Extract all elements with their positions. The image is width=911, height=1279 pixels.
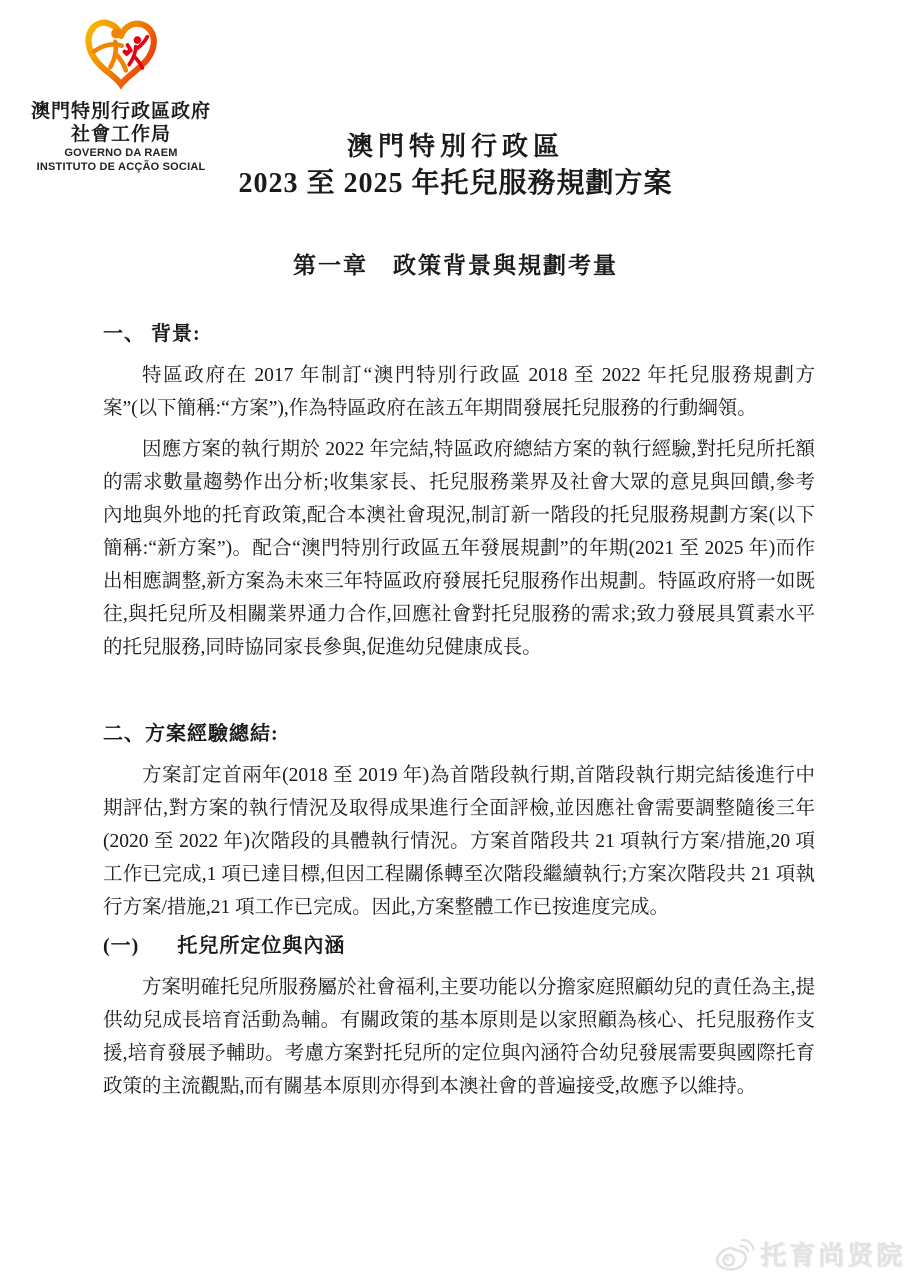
- document-body: [103, 318, 815, 1109]
- subsection-1-title: 托兒所定位與內涵: [177, 935, 346, 957]
- document-title-line2: 2023 至 2025 年托兒服務規劃方案: [238, 168, 673, 199]
- section-1-paragraph-1: 特區政府在 2017 年制訂“澳門特別行政區 2018 至 2022 年托兒服務規劃方案”(以下簡稱:“方案”),作為特區政府在該五年期間發展托兒服務的行動綱領。: [103, 365, 815, 419]
- org-name-zh-line1: 澳門特別行政區政府: [30, 101, 211, 122]
- section-2-paragraph-1: 方案訂定首兩年(2018 至 2019 年)為首階段執行期,首階段執行期完結後進行中期評估,對方案的執行情況及取得成果進行全面評檢,並因應社會需要調整隨後三年(2020 至 2022 年)次階段的具體執行情況。方案首階段共 21 項執行方案/措施,20 項工作已完成,1 項已達目標,但因工程關係轉至次階段繼續執行;方案次階段共 21 項執行方案/措施,21 項工作已完成。因此,方案整體工作已按進度完成。: [103, 765, 815, 918]
- watermark: [713, 1235, 905, 1272]
- subsection-1-number: (一): [103, 935, 140, 957]
- subsection-1-paragraph-1: 方案明確托兒所服務屬於社會福利,主要功能以分擔家庭照顧幼兒的責任為主,提供幼兒成長培育活動為輔。有關政策的基本原則是以家照顧為核心、托兒服務作支援,培育發展予輔助。考慮方案對托兒所的定位與內涵符合幼兒發展需要與國際托育政策的主流觀點,而有關基本原則亦得到本澳社會的普遍接受,故應予以維持。: [103, 977, 815, 1097]
- weibo-icon: [713, 1236, 755, 1272]
- document-title: [0, 131, 911, 201]
- org-name-pt-line2: INSTITUTO DE ACÇÃO SOCIAL: [36, 161, 206, 173]
- watermark-text: 托育尚贤院: [759, 1240, 905, 1270]
- section-1-paragraph-2: 因應方案的執行期於 2022 年完結,特區政府總結方案的執行經驗,對托兒所托額的需求數量趨勢作出分析;收集家長、托兒服務業界及社會大眾的意見與回饋,參考內地與外地的托育政策,配合本澳社會現況,制訂新一階段的托兒服務規劃方案(以下簡稱:“新方案”)。配合“澳門特別行政區五年發展規劃”的年期(2021 至 2025 年)而作出相應調整,新方案為未來三年特區政府發展托兒服務作出規劃。特區政府將一如既往,與托兒所及相關業界通力合作,回應社會對托兒服務的需求;致力發展具質素水平的托兒服務,同時協同家長參與,促進幼兒健康成長。: [103, 439, 815, 658]
- chapter-heading: 第一章 政策背景與規劃考量: [293, 253, 618, 278]
- org-name-pt-line1: GOVERNO DA RAEM: [64, 147, 178, 159]
- org-name-zh-line2: 社會工作局: [70, 124, 171, 145]
- document-title-line1: 澳門特別行政區: [346, 132, 564, 161]
- section-2-heading: 二、方案經驗總結:: [103, 723, 279, 745]
- subsection-1-heading: [103, 930, 815, 963]
- section-1-heading: 一、 背景:: [103, 323, 201, 345]
- heart-figures-logo-icon: [80, 12, 162, 96]
